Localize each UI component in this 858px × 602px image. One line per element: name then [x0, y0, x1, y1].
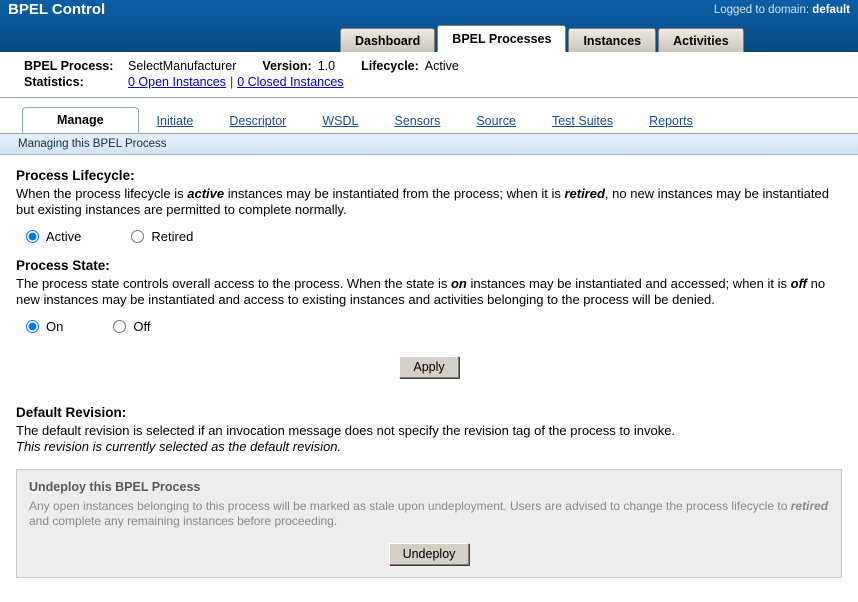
undeploy-button[interactable]: Undeploy [389, 543, 470, 565]
default-revision-note: This revision is currently selected as the default revision. [16, 439, 342, 454]
closed-instances-link[interactable]: 0 Closed Instances [237, 75, 344, 89]
lifecycle-retired-label: Retired [151, 229, 194, 244]
lifecycle-desc-part2: instances may be instantiated from the process; when it is [224, 186, 565, 201]
lifecycle-option-active[interactable] [16, 229, 81, 244]
state-desc-part2: instances may be instantiated and accessed; when it is [466, 276, 791, 291]
state-em-on: on [450, 276, 467, 291]
state-radio-on[interactable] [26, 320, 39, 333]
subtab-initiate[interactable]: Initiate [156, 114, 194, 128]
process-info-row [0, 58, 858, 74]
lifecycle-radio-group [16, 229, 842, 244]
lifecycle-value: Active [424, 59, 459, 73]
undeploy-description [29, 499, 829, 529]
state-option-off[interactable] [103, 319, 150, 334]
default-revision-heading: Default Revision: [16, 405, 127, 420]
process-info-strip [0, 52, 858, 98]
lifecycle-radio-retired[interactable] [131, 230, 144, 243]
login-domain-label: Logged to domain: [713, 4, 810, 16]
breadcrumb: Managing this BPEL Process [0, 134, 858, 155]
subtab-sensors[interactable]: Sensors [394, 114, 441, 128]
tab-dashboard[interactable]: Dashboard [340, 28, 435, 52]
state-desc-part1: The process state controls overall access to the process. When the state is [16, 276, 451, 291]
tab-bpel-processes[interactable]: BPEL Processes [437, 25, 566, 52]
state-em-off: off [790, 276, 807, 291]
subtab-test-suites[interactable]: Test Suites [551, 114, 614, 128]
version-value: 1.0 [317, 59, 336, 73]
tab-instances[interactable]: Instances [568, 28, 656, 52]
statistics-separator: | [229, 75, 234, 89]
process-value: SelectManufacturer [128, 59, 237, 73]
lifecycle-active-label: Active [46, 229, 82, 244]
version-label: Version: [262, 59, 312, 73]
undeploy-text-part2: and complete any remaining instances before proceeding. [29, 514, 338, 528]
subtab-descriptor[interactable]: Descriptor [229, 114, 287, 128]
subtab-source[interactable]: Source [476, 114, 516, 128]
process-lifecycle-heading: Process Lifecycle: [16, 168, 135, 183]
subtab-manage[interactable]: Manage [22, 107, 139, 133]
process-label: BPEL Process: [24, 59, 114, 73]
subtab-wsdl[interactable]: WSDL [322, 114, 359, 128]
state-radio-off[interactable] [113, 320, 126, 333]
apply-button-row [16, 356, 842, 378]
subtab-reports[interactable]: Reports [649, 114, 693, 128]
open-instances-link[interactable]: 0 Open Instances [128, 75, 226, 89]
apply-button[interactable]: Apply [399, 356, 458, 378]
lifecycle-desc-part1: When the process lifecycle is [16, 186, 188, 201]
statistics-row [0, 74, 858, 90]
login-domain-status [714, 4, 850, 16]
default-revision-description: The default revision is selected if an invocation message does not specify the revision tag of the process to invoke. [16, 423, 676, 438]
undeploy-text-part1: Any open instances belonging to this process will be marked as stale upon undeployment. Users are advised to change the process lifecycle to [29, 499, 791, 513]
state-desc-part3: no new instances may be instantiated and access to existing instances and activities belonging to the process will be denied. [16, 276, 826, 307]
lifecycle-em-retired: retired [564, 186, 605, 201]
lifecycle-desc-part3: , no new instances may be instantiated but existing instances are permitted to complete normally. [16, 186, 829, 217]
undeploy-em-retired: retired [790, 499, 829, 513]
tab-activities[interactable]: Activities [658, 28, 744, 52]
state-radio-group [16, 319, 842, 334]
login-domain-value: default [812, 4, 850, 16]
app-header [0, 0, 858, 52]
manage-panel [0, 155, 858, 578]
default-revision-section [16, 405, 842, 455]
statistics-label: Statistics: [24, 75, 84, 89]
lifecycle-em-active: active [187, 186, 225, 201]
process-lifecycle-description [16, 186, 842, 218]
main-tab-bar [340, 19, 746, 52]
undeploy-button-row [29, 543, 829, 565]
process-subtab-bar [0, 107, 858, 134]
state-on-label: On [46, 319, 64, 334]
process-state-description [16, 276, 842, 308]
lifecycle-option-retired[interactable] [121, 229, 193, 244]
app-title: BPEL Control [8, 1, 106, 18]
process-state-heading: Process State: [16, 258, 110, 273]
undeploy-title: Undeploy this BPEL Process [29, 480, 201, 494]
undeploy-panel [16, 469, 842, 578]
state-off-label: Off [133, 319, 151, 334]
state-option-on[interactable] [16, 319, 63, 334]
lifecycle-label: Lifecycle: [361, 59, 419, 73]
lifecycle-radio-active[interactable] [26, 230, 39, 243]
